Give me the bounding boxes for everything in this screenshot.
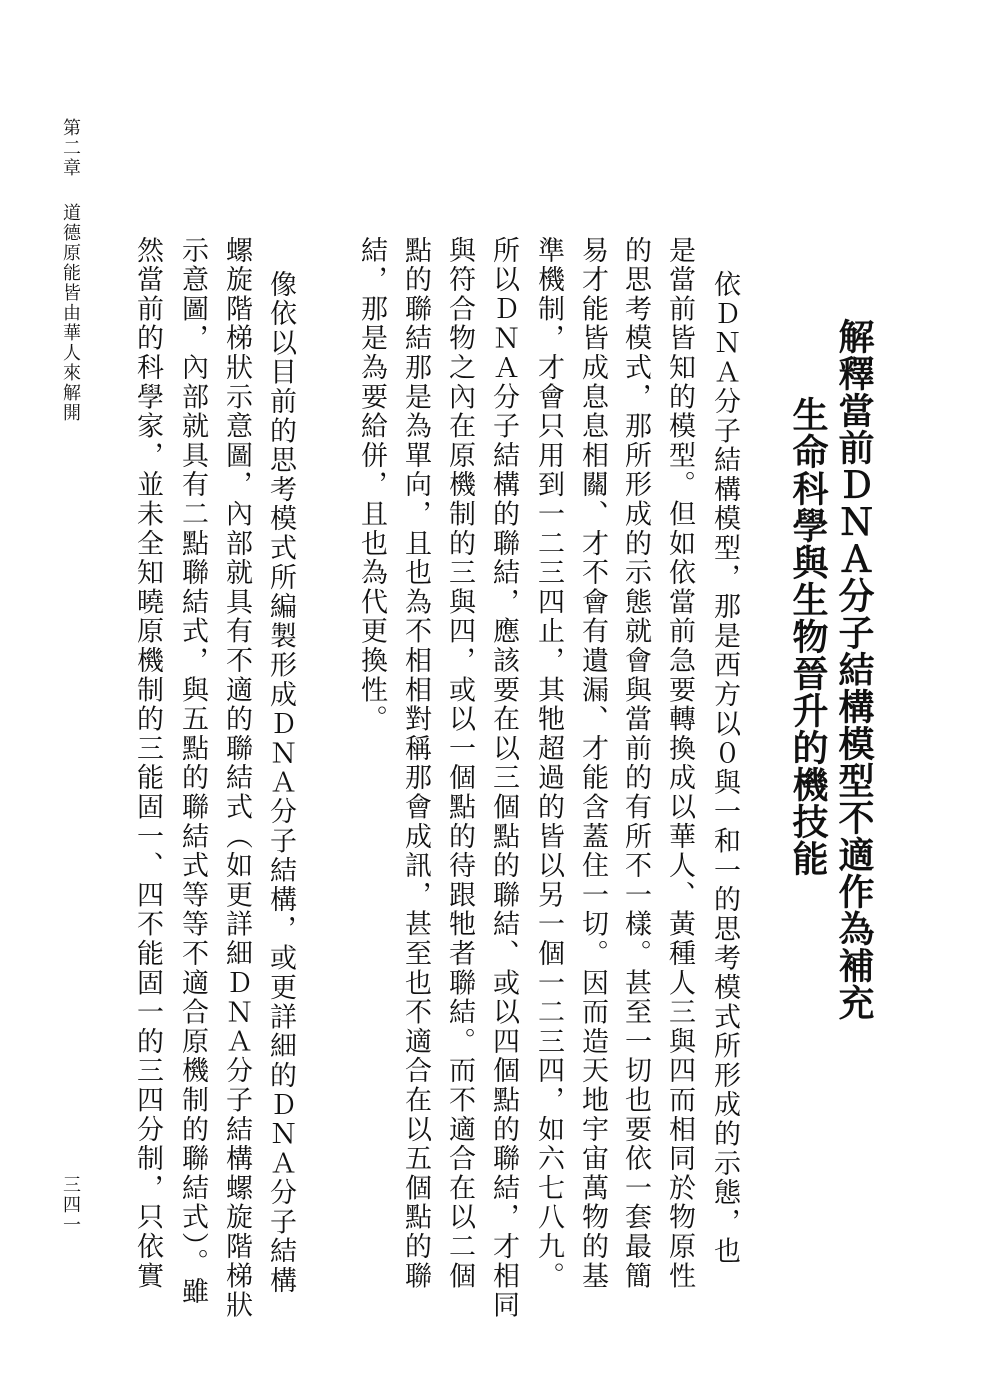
paragraph-1-column-6: 所以ＤＮＡ分子結構的聯結，應該要在以三個點的聯結、或以四個點的聯結，才相同 [488,236,519,1321]
paragraph-1-column-5: 準機制，才會只用到一二三四止，其牠超過的皆以另一個一二三四，如六七八九。 [533,236,564,1291]
paragraph-1-column-9: 結，那是為要給併，且也為代更換性。 [356,236,387,735]
page-title-line-2: 生命科學與生物晉升的機技能 [787,396,829,877]
paragraph-1-column-7: 與符合物之內在原機制的三與四，或以一個點的待跟牠者聯結。而不適合在以二個 [444,236,475,1291]
paragraph-1-column-4: 易才能皆成息息相關、才不會有遺漏、才能含蓋住一切。因而造天地宇宙萬物的基 [577,236,608,1291]
paragraph-1-column-1: 依ＤＮＡ分子結構模型，那是西方以０與一和一的思考模式所形成的示態，也 [709,270,740,1267]
paragraph-1-column-8: 點的聯結那是為單向，且也為不相相對稱那會成訊，甚至也不適合在以五個點的聯 [400,236,431,1291]
paragraph-1-column-2: 是當前皆知的模型。但如依當前急要轉換成以華人、黃種人三與四而相同於物原性 [664,236,695,1291]
page-number: 三四一 [60,1175,81,1235]
running-header-book-title: 道德原能皆由華人來解開 [60,203,81,423]
paragraph-2-column-1: 像依以目前的思考模式所編製形成ＤＮＡ分子結構，或更詳細的ＤＮＡ分子結構 [265,270,296,1296]
paragraph-1-column-3: 的思考模式，那所形成的示態就會與當前的有所不一樣。甚至一切也要依一套最簡 [620,236,651,1291]
paragraph-2-column-4: 然當前的科學家，並未全知曉原機制的三能固一、四不能固一的三四分制，只依實 [132,236,163,1291]
paragraph-2-column-2: 螺旋階梯狀示意圖，內部就具有不適的聯結式（如更詳細ＤＮＡ分子結構螺旋階梯狀 [221,236,252,1321]
running-header-chapter: 第二章 [60,118,81,178]
paragraph-2-column-3: 示意圖，內部就具有二點聯結式，與五點的聯結式等等不適合原機制的聯結式）。雖 [177,236,208,1307]
page-title-line-1: 解釋當前ＤＮＡ分子結構模型不適作為補充 [833,318,875,1021]
